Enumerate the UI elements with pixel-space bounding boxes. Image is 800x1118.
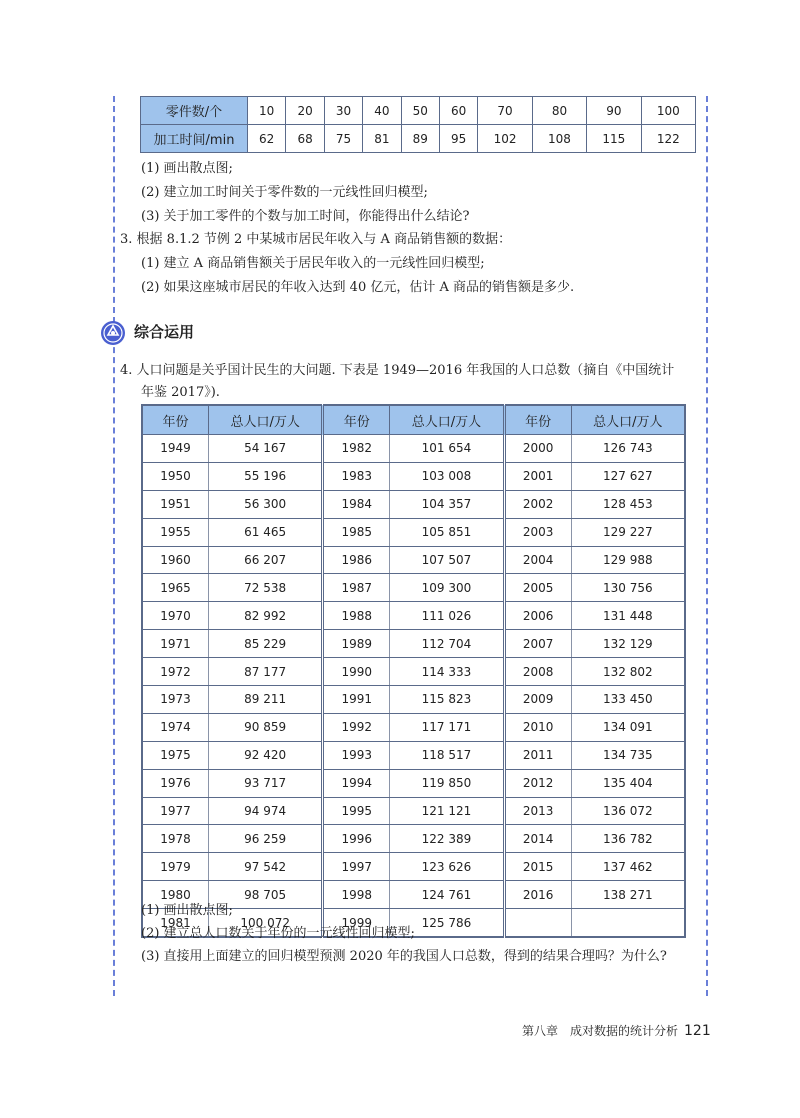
table-cell: 100	[641, 97, 695, 125]
table-cell: 90	[587, 97, 641, 125]
table-cell: 115	[587, 125, 641, 153]
year-cell: 1986	[323, 546, 390, 574]
population-cell: 101 654	[390, 435, 504, 463]
population-cell: 92 420	[209, 741, 323, 769]
year-cell: 2013	[504, 797, 571, 825]
prev-question-2: (2) 建立加工时间关于零件数的一元线性回归模型;	[141, 185, 428, 200]
table-row	[142, 518, 685, 546]
table-cell: 20	[286, 97, 324, 125]
year-cell: 1993	[323, 741, 390, 769]
population-cell: 134 735	[571, 741, 685, 769]
population-cell: 96 259	[209, 825, 323, 853]
year-cell: 1990	[323, 658, 390, 686]
year-cell: 2000	[504, 435, 571, 463]
problem-3-question-2: (2) 如果这座城市居民的年收入达到 40 亿元，估计 A 商品的销售额是多少.	[141, 280, 575, 295]
year-cell: 1997	[323, 853, 390, 881]
year-cell: 1999	[323, 909, 390, 937]
header-year: 年份	[323, 405, 390, 435]
processing-time-row	[141, 125, 696, 153]
population-cell: 129 988	[571, 546, 685, 574]
population-cell: 114 333	[390, 658, 504, 686]
table-cell: 95	[439, 125, 477, 153]
population-cell: 125 786	[390, 909, 504, 937]
population-cell: 93 717	[209, 769, 323, 797]
population-cell: 107 507	[390, 546, 504, 574]
year-cell: 1982	[323, 435, 390, 463]
table-row	[142, 490, 685, 518]
table-row	[142, 630, 685, 658]
year-cell: 1995	[323, 797, 390, 825]
table-row	[142, 741, 685, 769]
year-cell: 1988	[323, 602, 390, 630]
problem-4-question-2: (2) 建立总人口数关于年份的一元线性回归模型;	[141, 926, 415, 941]
header-year: 年份	[142, 405, 209, 435]
table-row	[142, 769, 685, 797]
year-cell: 2004	[504, 546, 571, 574]
year-cell: 1978	[142, 825, 209, 853]
year-cell: 2009	[504, 686, 571, 714]
population-cell: 135 404	[571, 769, 685, 797]
page-number: 121	[684, 1023, 711, 1039]
population-cell: 72 538	[209, 574, 323, 602]
population-cell: 55 196	[209, 462, 323, 490]
problem-4-stem-line2: 年鉴 2017》).	[141, 385, 220, 400]
year-cell: 1970	[142, 602, 209, 630]
table-row	[142, 713, 685, 741]
year-cell: 1974	[142, 713, 209, 741]
problem-3-question-1: (1) 建立 A 商品销售额关于居民年收入的一元线性回归模型;	[141, 256, 485, 271]
table-row	[142, 686, 685, 714]
year-cell: 1979	[142, 853, 209, 881]
population-cell: 105 851	[390, 518, 504, 546]
year-cell: 1965	[142, 574, 209, 602]
table-cell: 10	[248, 97, 286, 125]
margin-dash-right	[706, 96, 708, 996]
year-cell: 2002	[504, 490, 571, 518]
population-cell: 123 626	[390, 853, 504, 881]
table-row	[142, 853, 685, 881]
population-cell: 132 802	[571, 658, 685, 686]
parts-time-table	[140, 96, 696, 153]
population-table	[141, 404, 686, 938]
table-cell: 108	[532, 125, 586, 153]
population-cell: 115 823	[390, 686, 504, 714]
population-cell: 129 227	[571, 518, 685, 546]
table-row	[142, 658, 685, 686]
population-cell: 87 177	[209, 658, 323, 686]
table-row	[142, 825, 685, 853]
population-cell: 112 704	[390, 630, 504, 658]
prev-question-1: (1) 画出散点图;	[141, 161, 233, 176]
year-cell: 2001	[504, 462, 571, 490]
population-table-header	[142, 405, 685, 435]
population-cell: 121 121	[390, 797, 504, 825]
year-cell: 1973	[142, 686, 209, 714]
year-cell: 1960	[142, 546, 209, 574]
year-cell: 1984	[323, 490, 390, 518]
year-cell: 2010	[504, 713, 571, 741]
year-cell: 2006	[504, 602, 571, 630]
population-cell: 82 992	[209, 602, 323, 630]
margin-dash-left	[113, 96, 115, 996]
table-cell: 70	[478, 97, 532, 125]
parts-count-row	[141, 97, 696, 125]
year-cell: 2011	[504, 741, 571, 769]
table-cell: 81	[363, 125, 401, 153]
page-footer	[522, 1022, 711, 1039]
year-cell: 1951	[142, 490, 209, 518]
population-cell: 89 211	[209, 686, 323, 714]
population-cell: 136 072	[571, 797, 685, 825]
year-cell: 1975	[142, 741, 209, 769]
population-cell: 132 129	[571, 630, 685, 658]
table-cell: 62	[248, 125, 286, 153]
year-cell: 1977	[142, 797, 209, 825]
population-cell: 109 300	[390, 574, 504, 602]
year-cell: 1998	[323, 881, 390, 909]
year-cell: 1994	[323, 769, 390, 797]
problem-4-stem-line1: 4. 人口问题是关乎国计民生的大问题. 下表是 1949—2016 年我国的人口总数（摘自《中国统计	[120, 363, 675, 378]
section-title: 综合运用	[134, 323, 195, 341]
year-cell: 2012	[504, 769, 571, 797]
year-cell: 1987	[323, 574, 390, 602]
year-cell: 1955	[142, 518, 209, 546]
year-cell: 1985	[323, 518, 390, 546]
header-population: 总人口/万人	[209, 405, 323, 435]
population-cell: 100 072	[209, 909, 323, 937]
table-row	[142, 435, 685, 463]
year-cell: 1971	[142, 630, 209, 658]
year-cell: 2003	[504, 518, 571, 546]
prev-question-3: (3) 关于加工零件的个数与加工时间，你能得出什么结论?	[141, 209, 470, 224]
problem-4-question-3: (3) 直接用上面建立的回归模型预测 2020 年的我国人口总数，得到的结果合理吗？为什么?	[141, 949, 667, 964]
population-cell	[571, 909, 685, 937]
population-cell: 61 465	[209, 518, 323, 546]
population-cell: 126 743	[571, 435, 685, 463]
population-cell: 137 462	[571, 853, 685, 881]
table-row	[142, 574, 685, 602]
table-row	[142, 462, 685, 490]
year-cell: 2007	[504, 630, 571, 658]
table-row	[142, 546, 685, 574]
year-cell: 1950	[142, 462, 209, 490]
population-cell: 138 271	[571, 881, 685, 909]
population-cell: 54 167	[209, 435, 323, 463]
table-row	[142, 602, 685, 630]
population-cell: 119 850	[390, 769, 504, 797]
section-badge-icon	[100, 320, 126, 346]
table-cell: 102	[478, 125, 532, 153]
year-cell: 1996	[323, 825, 390, 853]
population-cell: 94 974	[209, 797, 323, 825]
year-cell	[504, 909, 571, 937]
year-cell: 1972	[142, 658, 209, 686]
population-cell: 124 761	[390, 881, 504, 909]
year-cell: 1981	[142, 909, 209, 937]
header-population: 总人口/万人	[390, 405, 504, 435]
population-cell: 104 357	[390, 490, 504, 518]
population-cell: 130 756	[571, 574, 685, 602]
year-cell: 1983	[323, 462, 390, 490]
population-cell: 111 026	[390, 602, 504, 630]
population-cell: 90 859	[209, 713, 323, 741]
population-cell: 133 450	[571, 686, 685, 714]
population-cell: 97 542	[209, 853, 323, 881]
population-cell: 128 453	[571, 490, 685, 518]
table-cell: 122	[641, 125, 695, 153]
population-cell: 103 008	[390, 462, 504, 490]
year-cell: 1991	[323, 686, 390, 714]
year-cell: 1992	[323, 713, 390, 741]
population-cell: 131 448	[571, 602, 685, 630]
problem-4-question-1: (1) 画出散点图;	[141, 903, 233, 918]
year-cell: 2008	[504, 658, 571, 686]
chapter-title: 第八章 成对数据的统计分析	[522, 1024, 679, 1038]
population-cell: 134 091	[571, 713, 685, 741]
table-cell: 60	[439, 97, 477, 125]
year-cell: 1949	[142, 435, 209, 463]
table-cell: 40	[363, 97, 401, 125]
population-cell: 127 627	[571, 462, 685, 490]
year-cell: 2015	[504, 853, 571, 881]
year-cell: 2005	[504, 574, 571, 602]
processing-time-label: 加工时间/min	[141, 125, 248, 153]
parts-count-label: 零件数/个	[141, 97, 248, 125]
population-cell: 122 389	[390, 825, 504, 853]
year-cell: 2014	[504, 825, 571, 853]
population-cell: 85 229	[209, 630, 323, 658]
table-cell: 89	[401, 125, 439, 153]
population-cell: 136 782	[571, 825, 685, 853]
population-cell: 117 171	[390, 713, 504, 741]
table-cell: 80	[532, 97, 586, 125]
year-cell: 1976	[142, 769, 209, 797]
problem-3-stem: 3. 根据 8.1.2 节例 2 中某城市居民年收入与 A 商品销售额的数据：	[120, 232, 512, 247]
table-cell: 68	[286, 125, 324, 153]
table-cell: 50	[401, 97, 439, 125]
table-row	[142, 797, 685, 825]
year-cell: 1980	[142, 881, 209, 909]
population-cell: 56 300	[209, 490, 323, 518]
year-cell: 2016	[504, 881, 571, 909]
table-cell: 75	[324, 125, 362, 153]
population-cell: 118 517	[390, 741, 504, 769]
header-year: 年份	[504, 405, 571, 435]
population-table-body	[142, 435, 685, 938]
header-population: 总人口/万人	[571, 405, 685, 435]
population-cell: 66 207	[209, 546, 323, 574]
population-cell: 98 705	[209, 881, 323, 909]
year-cell: 1989	[323, 630, 390, 658]
table-cell: 30	[324, 97, 362, 125]
